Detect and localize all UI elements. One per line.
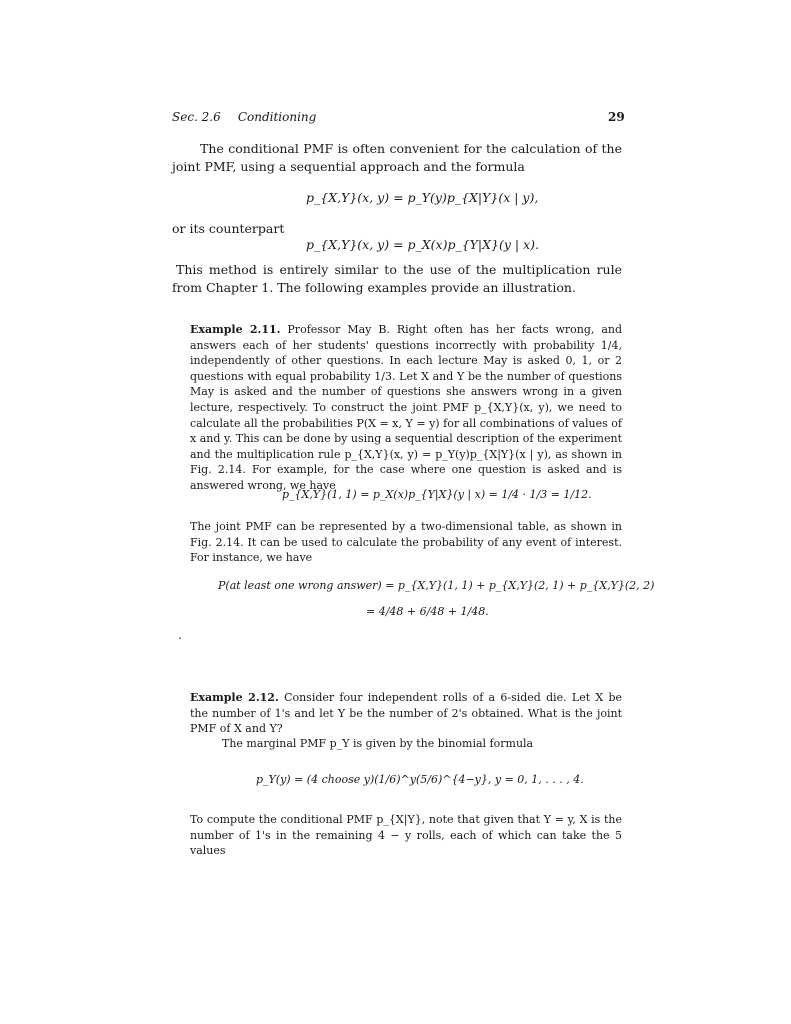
equation-text: P(at least one wrong answer) = p_{X,Y}(1, 1) + p_{X,Y}(2, 1) + p_{X,Y}(2, 2) [218, 579, 655, 592]
intro-text: The conditional PMF is often convenient for the calculation of the joint PMF, using a sequential approach and the formula [172, 141, 622, 174]
stray-period: . [178, 628, 182, 642]
method-paragraph [172, 261, 622, 296]
example-2-12 [190, 690, 622, 737]
equation-text: p_{X,Y}(x, y) = p_X(x)p_{Y|X}(y | x). [306, 237, 539, 252]
equation-binomial-pmf [256, 772, 584, 788]
intro-paragraph [172, 140, 622, 175]
equation-text: = 4/48 + 6/48 + 1/48. [366, 605, 489, 618]
equation-joint-pmf-2 [306, 236, 539, 254]
example-text: The marginal PMF p_Y is given by the binomial formula [222, 737, 534, 750]
equation-sum-fractions [366, 604, 489, 620]
section-title: Conditioning [237, 110, 317, 124]
or-counterpart: or its counterpart [172, 221, 285, 236]
equation-text: p_{X,Y}(1, 1) = p_X(x)p_{Y|X}(y | x) = 1/4 · 1/3 = 1/12. [282, 488, 592, 501]
equation-example-2-11 [282, 487, 592, 503]
example-label: Example 2.11. [190, 323, 281, 336]
equation-joint-pmf-1 [306, 189, 538, 207]
section-number: Sec. 2.6 [172, 110, 221, 124]
example-label: Example 2.12. [190, 691, 279, 704]
example-2-11 [190, 322, 622, 494]
example-text: Consider four independent rolls of a 6-sided die. Let X be the number of 1's and let Y be the number of 2's obtained. What is the joint PMF of X and Y? [190, 691, 623, 736]
example-text: To compute the conditional PMF p_{X|Y}, note that given that Y = y, X is the number of 1's in the remaining 4 − y rolls, each of which can take the 5 values [190, 813, 622, 858]
page-number: 29 [608, 110, 625, 124]
example-2-11-table-paragraph [190, 519, 622, 566]
equation-at-least-one-wrong [218, 578, 654, 594]
method-text: This method is entirely similar to the use of the multiplication rule from Chapter 1. The following examples provide an illustration. [172, 262, 622, 295]
example-text: Professor May B. Right often has her facts wrong, and answers each of her students' questions incorrectly with probability 1/4, independently of other questions. In each lecture May is asked 0, 1, or 2 questions with equal probability 1/3. Let X and Y be the number of questions May is asked and the number of questions she answers wrong in a given lecture, respectively. To construct the joint PMF p_{X,Y}(x, y), we need to calculate all the probabilities P(X = x, Y = y) for all combinations of values of x and y. This can be done by using a sequential description of the experiment and the multiplication rule p_{X,Y}(x, y) = p_Y(y)p_{X|Y}(x | y), as shown in Fig. 2.14. For example, for the case where one question is asked and is answered wrong, we have [190, 323, 623, 492]
marginal-pmf-sentence [222, 736, 533, 752]
equation-text: p_{X,Y}(x, y) = p_Y(y)p_{X|Y}(x | y), [306, 190, 539, 205]
running-header [172, 110, 316, 124]
equation-text: p_Y(y) = (4 choose y)(1/6)^y(5/6)^{4−y}, y = 0, 1, . . . , 4. [256, 773, 584, 786]
conditional-pmf-paragraph [190, 812, 622, 859]
example-text: The joint PMF can be represented by a two-dimensional table, as shown in Fig. 2.14. It can be used to calculate the probability of any event of interest. For instance, we have [190, 520, 622, 565]
